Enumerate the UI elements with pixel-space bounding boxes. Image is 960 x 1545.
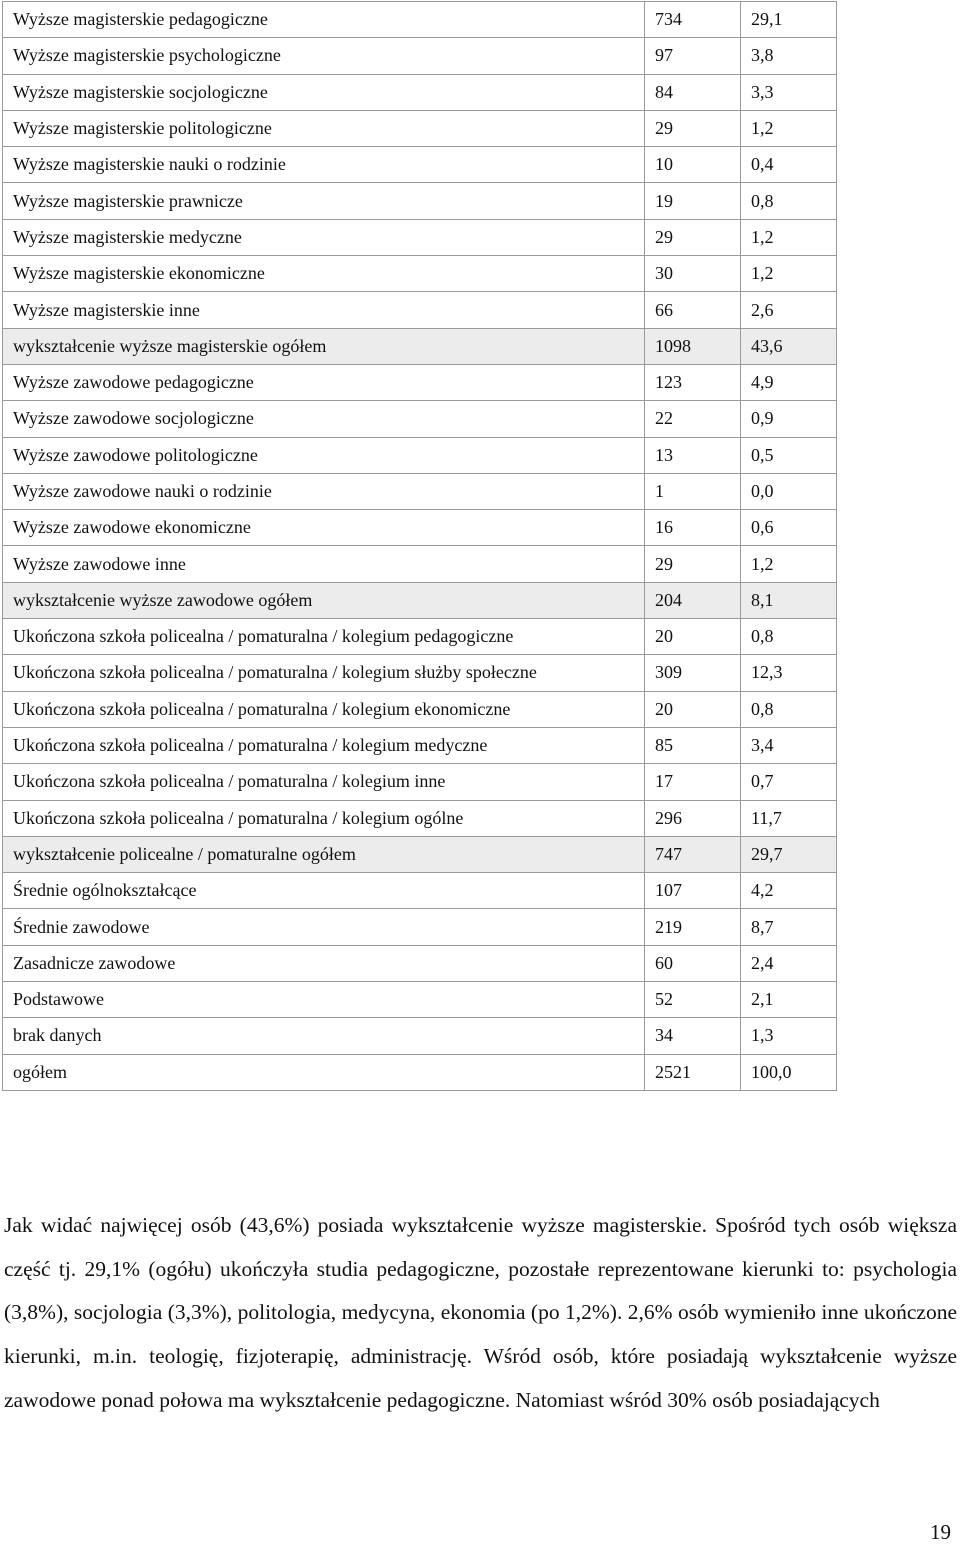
table-row (3, 655, 837, 691)
table-row (3, 619, 837, 655)
body-paragraph: Jak widać najwięcej osób (43,6%) posiada wykształcenie wyższe magisterskie. Spośród tych osób większa część tj. 29,1% (ogółu) ukończyła studia pedagogiczne, pozostałe reprezentowane kierunki to: psychologia (3,8%), socjologia (3,3%), politologia, medycyna, ekonomia (po 1,2%). 2,6% osób wymieniło inne ukończone kierunki, m.in. teologię, fizjoterapię, administrację. Wśród osób, które posiadają wykształcenie wyższe zawodowe ponad połowa ma wykształcenie pedagogiczne. Natomiast wśród 30% osób posiadających (4, 1213, 957, 1412)
row-count-cell: 17 (645, 764, 741, 800)
table-row (3, 800, 837, 836)
row-count-cell: 29 (645, 546, 741, 582)
table-row (3, 38, 837, 74)
table-row (3, 219, 837, 255)
row-count-cell: 66 (645, 292, 741, 328)
row-label-cell: Wyższe zawodowe nauki o rodzinie (3, 473, 645, 509)
row-percent-cell: 0,8 (741, 619, 837, 655)
row-label-cell: Wyższe zawodowe inne (3, 546, 645, 582)
row-percent-cell: 0,0 (741, 473, 837, 509)
row-count-cell: 2521 (645, 1054, 741, 1090)
row-percent-cell: 2,6 (741, 292, 837, 328)
row-percent-cell: 0,9 (741, 401, 837, 437)
row-count-cell: 13 (645, 437, 741, 473)
row-count-cell: 85 (645, 727, 741, 763)
row-count-cell: 29 (645, 110, 741, 146)
page-number: 19 (930, 1520, 951, 1544)
row-percent-cell: 0,8 (741, 183, 837, 219)
row-percent-cell: 3,4 (741, 727, 837, 763)
row-count-cell: 29 (645, 219, 741, 255)
row-label-cell: Podstawowe (3, 982, 645, 1018)
education-table (2, 1, 837, 1091)
row-percent-cell: 0,6 (741, 510, 837, 546)
table-row (3, 945, 837, 981)
row-label-cell: Wyższe magisterskie politologiczne (3, 110, 645, 146)
table-row (3, 364, 837, 400)
row-count-cell: 123 (645, 364, 741, 400)
row-percent-cell: 0,5 (741, 437, 837, 473)
row-label-cell: wykształcenie policealne / pomaturalne ogółem (3, 836, 645, 872)
table-row (3, 546, 837, 582)
row-percent-cell: 43,6 (741, 328, 837, 364)
row-percent-cell: 1,2 (741, 219, 837, 255)
row-label-cell: Ukończona szkoła policealna / pomaturalna / kolegium ogólne (3, 800, 645, 836)
table-row (3, 510, 837, 546)
row-percent-cell: 0,4 (741, 147, 837, 183)
row-label-cell: Ukończona szkoła policealna / pomaturalna / kolegium inne (3, 764, 645, 800)
row-label-cell: Wyższe zawodowe ekonomiczne (3, 510, 645, 546)
table-row (3, 691, 837, 727)
row-label-cell: Wyższe zawodowe pedagogiczne (3, 364, 645, 400)
row-percent-cell: 4,2 (741, 873, 837, 909)
row-count-cell: 309 (645, 655, 741, 691)
row-percent-cell: 8,1 (741, 582, 837, 618)
table-row (3, 473, 837, 509)
row-label-cell: Ukończona szkoła policealna / pomaturalna / kolegium pedagogiczne (3, 619, 645, 655)
row-percent-cell: 11,7 (741, 800, 837, 836)
row-label-cell: Ukończona szkoła policealna / pomaturalna / kolegium służby społeczne (3, 655, 645, 691)
table-row (3, 764, 837, 800)
row-percent-cell: 1,2 (741, 546, 837, 582)
table-row (3, 982, 837, 1018)
row-label-cell: Ukończona szkoła policealna / pomaturalna / kolegium ekonomiczne (3, 691, 645, 727)
row-count-cell: 1098 (645, 328, 741, 364)
table-body (3, 2, 837, 1091)
table-row (3, 256, 837, 292)
row-count-cell: 19 (645, 183, 741, 219)
row-percent-cell: 8,7 (741, 909, 837, 945)
row-label-cell: Wyższe magisterskie ekonomiczne (3, 256, 645, 292)
table-row (3, 727, 837, 763)
table-total-row (3, 328, 837, 364)
row-label-cell: ogółem (3, 1054, 645, 1090)
row-label-cell: brak danych (3, 1018, 645, 1054)
row-count-cell: 20 (645, 619, 741, 655)
row-label-cell: Wyższe magisterskie psychologiczne (3, 38, 645, 74)
row-percent-cell: 1,2 (741, 256, 837, 292)
row-percent-cell: 2,4 (741, 945, 837, 981)
row-count-cell: 296 (645, 800, 741, 836)
row-label-cell: Wyższe zawodowe politologiczne (3, 437, 645, 473)
row-percent-cell: 3,3 (741, 74, 837, 110)
row-count-cell: 10 (645, 147, 741, 183)
row-percent-cell: 3,8 (741, 38, 837, 74)
row-percent-cell: 1,3 (741, 1018, 837, 1054)
row-count-cell: 219 (645, 909, 741, 945)
row-percent-cell: 29,1 (741, 2, 837, 38)
row-label-cell: Wyższe magisterskie medyczne (3, 219, 645, 255)
row-percent-cell: 0,7 (741, 764, 837, 800)
table-row (3, 74, 837, 110)
row-percent-cell: 1,2 (741, 110, 837, 146)
table-total-row (3, 582, 837, 618)
row-percent-cell: 12,3 (741, 655, 837, 691)
table-row (3, 147, 837, 183)
row-label-cell: Wyższe magisterskie prawnicze (3, 183, 645, 219)
row-percent-cell: 2,1 (741, 982, 837, 1018)
row-label-cell: Wyższe magisterskie inne (3, 292, 645, 328)
table-row (3, 292, 837, 328)
row-label-cell: wykształcenie wyższe zawodowe ogółem (3, 582, 645, 618)
row-count-cell: 34 (645, 1018, 741, 1054)
row-count-cell: 204 (645, 582, 741, 618)
table-row (3, 909, 837, 945)
table-row (3, 2, 837, 38)
row-label-cell: Wyższe magisterskie socjologiczne (3, 74, 645, 110)
row-count-cell: 84 (645, 74, 741, 110)
row-label-cell: Średnie ogólnokształcące (3, 873, 645, 909)
row-count-cell: 747 (645, 836, 741, 872)
row-count-cell: 734 (645, 2, 741, 38)
row-label-cell: wykształcenie wyższe magisterskie ogółem (3, 328, 645, 364)
row-count-cell: 22 (645, 401, 741, 437)
row-percent-cell: 0,8 (741, 691, 837, 727)
table-row (3, 437, 837, 473)
table-total-row (3, 836, 837, 872)
row-count-cell: 20 (645, 691, 741, 727)
row-count-cell: 52 (645, 982, 741, 1018)
row-label-cell: Wyższe magisterskie nauki o rodzinie (3, 147, 645, 183)
table-row (3, 110, 837, 146)
row-percent-cell: 4,9 (741, 364, 837, 400)
row-label-cell: Wyższe magisterskie pedagogiczne (3, 2, 645, 38)
row-count-cell: 30 (645, 256, 741, 292)
row-percent-cell: 29,7 (741, 836, 837, 872)
table-row (3, 873, 837, 909)
row-count-cell: 1 (645, 473, 741, 509)
row-count-cell: 107 (645, 873, 741, 909)
row-label-cell: Średnie zawodowe (3, 909, 645, 945)
row-count-cell: 60 (645, 945, 741, 981)
row-count-cell: 16 (645, 510, 741, 546)
table-row (3, 401, 837, 437)
row-label-cell: Wyższe zawodowe socjologiczne (3, 401, 645, 437)
row-count-cell: 97 (645, 38, 741, 74)
table-row (3, 1054, 837, 1090)
table-row (3, 183, 837, 219)
row-label-cell: Zasadnicze zawodowe (3, 945, 645, 981)
row-percent-cell: 100,0 (741, 1054, 837, 1090)
row-label-cell: Ukończona szkoła policealna / pomaturalna / kolegium medyczne (3, 727, 645, 763)
table-row (3, 1018, 837, 1054)
